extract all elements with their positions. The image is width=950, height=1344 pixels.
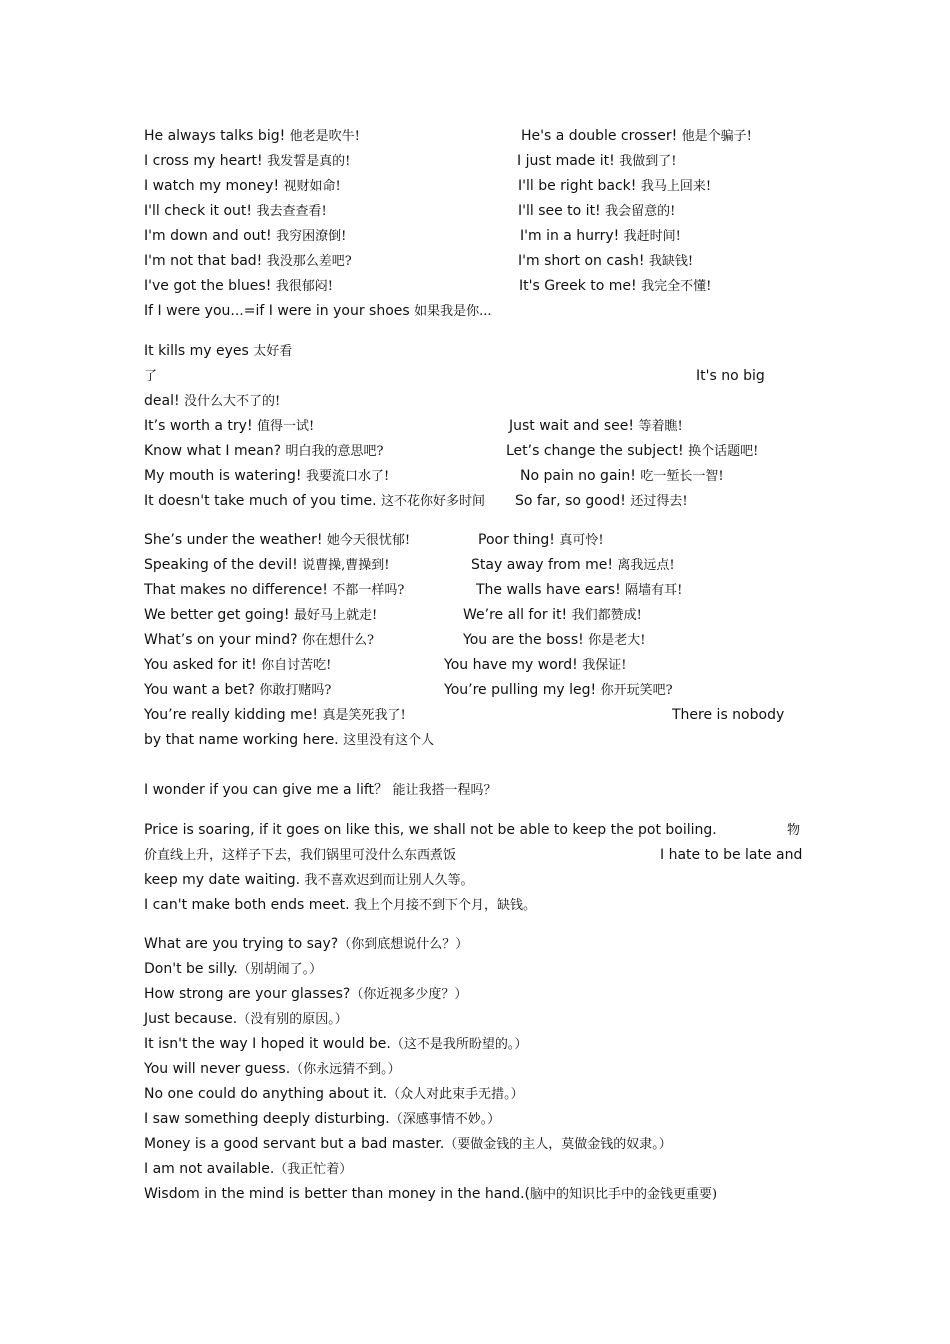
phrase-line: How strong are your glasses?（你近视多少度？） <box>144 986 468 1002</box>
phrase-line: Money is a good servant but a bad master.（要做金钱的主人，莫做金钱的奴隶。） <box>144 1136 672 1152</box>
phrase-line: I've got the blues! 我很郁闷! <box>144 278 333 294</box>
phrase-line: It doesn't take much of you time. 这不花你好多时间 <box>144 493 486 509</box>
phrase-line: You’re pulling my leg! 你开玩笑吧? <box>444 682 673 698</box>
phrase-line: What’s on your mind? 你在想什么? <box>144 632 374 648</box>
phrase-line: by that name working here. 这里没有这个人 <box>144 732 435 748</box>
phrase-line: No pain no gain! 吃一堑长一智! <box>520 468 724 484</box>
phrase-line: 了 <box>144 369 158 384</box>
phrase-line: I saw something deeply disturbing.（深感事情不妙。） <box>144 1111 501 1127</box>
phrase-line: 物 <box>787 823 801 838</box>
phrase-line: No one could do anything about it.（众人对此束手无措。） <box>144 1086 524 1102</box>
phrase-line: Don't be silly.（别胡闹了。） <box>144 961 323 977</box>
phrase-line: I'm down and out! 我穷困潦倒! <box>144 228 347 244</box>
phrase-line: Stay away from me! 离我远点! <box>471 557 675 573</box>
phrase-line: The walls have ears! 隔墙有耳! <box>476 582 683 598</box>
phrase-line: It kills my eyes 太好看 <box>144 343 293 359</box>
phrase-line: There is nobody <box>672 707 785 723</box>
phrase-line: We better get going! 最好马上就走! <box>144 607 378 623</box>
phrase-line: keep my date waiting. 我不喜欢迟到而让别人久等。 <box>144 872 474 888</box>
phrase-line: She’s under the weather! 她今天很忧郁! <box>144 532 411 548</box>
phrase-line: What are you trying to say?（你到底想说什么？） <box>144 936 469 952</box>
phrase-line: Let’s change the subject! 换个话题吧! <box>506 443 759 459</box>
phrase-line: My mouth is watering! 我要流口水了! <box>144 468 390 484</box>
phrase-line: I am not available.（我正忙着） <box>144 1161 353 1177</box>
phrase-line: I wonder if you can give me a lift？ 能让我搭一程吗？ <box>144 782 497 798</box>
phrase-line: 价直线上升，这样子下去，我们锅里可没什么东西煮饭 <box>144 848 457 863</box>
phrase-line: So far, so good! 还过得去! <box>515 493 688 509</box>
phrase-line: I cross my heart! 我发誓是真的! <box>144 153 351 169</box>
phrase-line: I'll check it out! 我去查查看! <box>144 203 327 219</box>
phrase-line: Poor thing! 真可怜! <box>478 532 604 548</box>
phrase-line: I can't make both ends meet. 我上个月接不到下个月，缺钱。 <box>144 897 537 913</box>
phrase-line: We’re all for it! 我们都赞成! <box>463 607 642 623</box>
phrase-line: You want a bet? 你敢打赌吗? <box>144 682 332 698</box>
phrase-line: You are the boss! 你是老大! <box>463 632 646 648</box>
phrase-line: It isn't the way I hoped it would be.（这不是我所盼望的。） <box>144 1036 528 1052</box>
phrase-line: Just because.（没有别的原因。） <box>144 1011 348 1027</box>
phrase-line: It's Greek to me! 我完全不懂! <box>519 278 712 294</box>
phrase-line: I'm not that bad! 我没那么差吧? <box>144 253 352 269</box>
phrase-line: It’s worth a try! 值得一试! <box>144 418 315 434</box>
phrase-line: Price is soaring, if it goes on like this, we shall not be able to keep the pot boiling. <box>144 822 717 838</box>
phrase-line: Just wait and see! 等着瞧! <box>509 418 683 434</box>
phrase-line: You will never guess.（你永远猜不到。） <box>144 1061 401 1077</box>
phrase-line: I just made it! 我做到了! <box>517 153 677 169</box>
phrase-line: He always talks big! 他老是吹牛! <box>144 128 360 144</box>
phrase-line: I'm in a hurry! 我赶时间! <box>520 228 681 244</box>
phrase-line: I'll be right back! 我马上回来! <box>518 178 712 194</box>
phrase-line: I hate to be late and <box>660 847 803 863</box>
phrase-line: He's a double crosser! 他是个骗子! <box>521 128 752 144</box>
phrase-line: Wisdom in the mind is better than money in the hand.(脑中的知识比手中的金钱更重要) <box>144 1186 718 1202</box>
phrase-line: Speaking of the devil! 说曹操,曹操到! <box>144 557 390 573</box>
phrase-line: Know what I mean? 明白我的意思吧? <box>144 443 384 459</box>
phrase-line: I'll see to it! 我会留意的! <box>518 203 676 219</box>
phrase-line: That makes no difference! 不都一样吗? <box>144 582 405 598</box>
phrase-line: deal! 没什么大不了的! <box>144 393 281 409</box>
phrase-line: I watch my money! 视财如命! <box>144 178 341 194</box>
phrase-line: You’re really kidding me! 真是笑死我了! <box>144 707 406 723</box>
phrase-line: You have my word! 我保证! <box>444 657 627 673</box>
phrase-line: I'm short on cash! 我缺钱! <box>518 253 694 269</box>
phrase-line: You asked for it! 你自讨苦吃! <box>144 657 332 673</box>
phrase-line: If I were you...=if I were in your shoes 如果我是你... <box>144 303 492 319</box>
phrase-line: It's no big <box>696 368 765 384</box>
